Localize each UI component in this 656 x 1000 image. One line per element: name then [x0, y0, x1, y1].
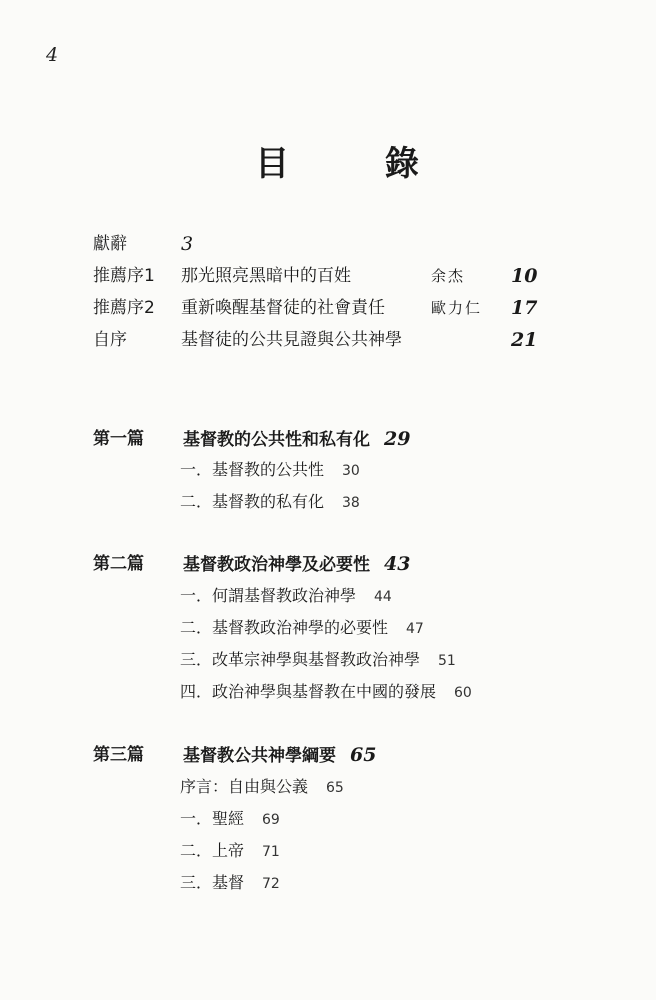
entry-title: 一．基督教的公共性 [180, 460, 325, 479]
entry-title: 四．政治神學與基督教在中國的發展 [180, 682, 437, 701]
part-title-text: 基督教公共神學綱要 [183, 746, 336, 766]
toc-entry[interactable] [180, 805, 280, 833]
entry-title: 一．何謂基督教政治神學 [180, 586, 357, 605]
toc-entry[interactable] [180, 773, 344, 801]
front-matter-label: 推薦序1 [93, 266, 155, 286]
part-title [183, 741, 376, 770]
part-label: 第三篇 [93, 745, 144, 765]
front-matter-title: 那光照亮黑暗中的百姓 [181, 266, 351, 286]
entry-title: 三．改革宗神學與基督教政治神學 [180, 650, 421, 669]
front-matter-author: 余杰 [431, 267, 466, 285]
entry-page: 47 [406, 621, 424, 637]
front-matter-title: 基督徒的公共見證與公共神學 [181, 330, 402, 350]
part-page: 43 [384, 553, 411, 575]
part-label: 第一篇 [93, 429, 144, 449]
front-matter-label: 自序 [93, 330, 127, 350]
entry-title: 三．基督 [180, 873, 245, 892]
entry-title: 序言：自由與公義 [180, 777, 309, 796]
part-title [183, 425, 410, 454]
toc-entry[interactable] [180, 678, 472, 706]
entry-title: 二．基督教政治神學的必要性 [180, 618, 389, 637]
toc-entry[interactable] [180, 614, 424, 642]
part-title [183, 550, 410, 579]
toc-entry[interactable] [180, 488, 360, 516]
toc-entry[interactable] [180, 456, 360, 484]
toc-entry[interactable] [180, 582, 392, 610]
front-matter-page: 21 [511, 329, 538, 351]
entry-title: 一．聖經 [180, 809, 245, 828]
front-matter-page: 10 [511, 265, 538, 287]
entry-page: 60 [454, 685, 472, 701]
entry-page: 38 [342, 495, 360, 511]
toc-entry[interactable] [180, 869, 280, 897]
front-matter-page: 3 [181, 233, 194, 255]
toc-entry[interactable] [180, 837, 280, 865]
toc-entry[interactable] [180, 646, 456, 674]
part-title-text: 基督教的公共性和私有化 [183, 430, 370, 450]
front-matter-page: 17 [511, 297, 538, 319]
part-page: 29 [384, 428, 411, 450]
entry-page: 72 [262, 876, 280, 892]
front-matter-author: 歐力仁 [431, 299, 483, 317]
page-number: 4 [46, 44, 59, 66]
part-title-text: 基督教政治神學及必要性 [183, 555, 370, 575]
entry-page: 51 [438, 653, 456, 669]
entry-page: 44 [374, 589, 392, 605]
page-title: 目 錄 [255, 144, 461, 184]
entry-page: 69 [262, 812, 280, 828]
entry-page: 30 [342, 463, 360, 479]
front-matter-label: 推薦序2 [93, 298, 155, 318]
front-matter-label: 獻辭 [93, 234, 127, 254]
entry-title: 二．基督教的私有化 [180, 492, 325, 511]
entry-title: 二．上帝 [180, 841, 245, 860]
front-matter-title: 重新喚醒基督徒的社會責任 [181, 298, 385, 318]
entry-page: 71 [262, 844, 280, 860]
entry-page: 65 [326, 780, 344, 796]
part-label: 第二篇 [93, 554, 144, 574]
part-page: 65 [350, 744, 377, 766]
